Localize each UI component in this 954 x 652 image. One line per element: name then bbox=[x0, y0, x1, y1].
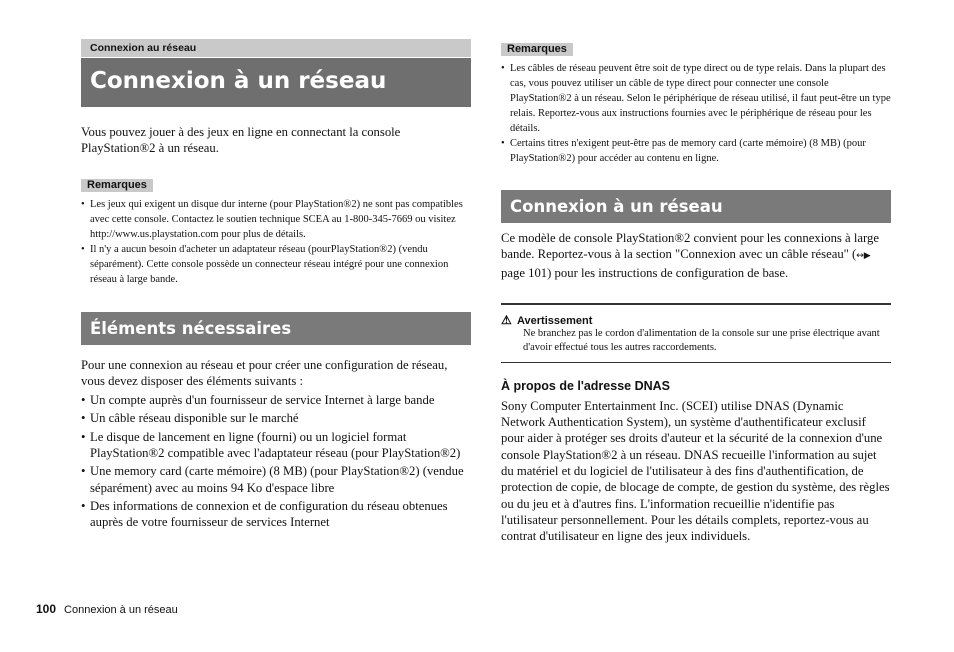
connection-text-start: Ce modèle de console PlayStation®2 convient pour les connexions à large bande. Reportez-vous à la section "Connexion avec un câble réseau" ( bbox=[501, 231, 879, 262]
page-reference-arrow-icon: ↔▶ bbox=[856, 251, 871, 262]
list-item: • Des informations de connexion et de configuration du réseau obtenues auprès de votre fournisseur de services Internet bbox=[81, 498, 471, 531]
note-item: • Il n'y a aucun besoin d'acheter un adaptateur réseau (pourPlayStation®2) (vendu séparément). Cette console possède un connecteur réseau intégré pour une connexion réseau à large bande. bbox=[81, 242, 471, 287]
list-item: • Un câble réseau disponible sur le marché bbox=[81, 410, 471, 426]
footer-label: Connexion à un réseau bbox=[64, 604, 178, 616]
note-item: • Certains titres n'exigent peut-être pas de memory card (carte mémoire) (8 MB) (pour PlayStation®2) pour accéder au contenu en ligne. bbox=[501, 136, 891, 166]
intro-text: Vous pouvez jouer à des jeux en ligne en connectant la console PlayStation®2 à un réseau. bbox=[81, 125, 401, 156]
list-item: • Un compte auprès d'un fournisseur de service Internet à large bande bbox=[81, 392, 471, 408]
connection-text-end: page 101) pour les instructions de configuration de base. bbox=[501, 265, 789, 280]
requirements-list bbox=[81, 392, 471, 530]
right-column bbox=[501, 39, 891, 545]
requirements-intro: Pour une connexion au réseau et pour créer une configuration de réseau, vous devez disposer des éléments suivants : bbox=[81, 357, 448, 388]
notes-badge: Remarques bbox=[501, 43, 573, 56]
left-column bbox=[81, 39, 471, 531]
page-footer bbox=[36, 602, 178, 616]
page-title: Connexion à un réseau bbox=[81, 58, 471, 107]
warning-icon: ⚠ bbox=[501, 312, 512, 327]
notes-list bbox=[81, 197, 471, 287]
connection-text bbox=[501, 230, 891, 281]
notes-badge: Remarques bbox=[81, 179, 153, 192]
notes-list bbox=[501, 61, 891, 166]
list-item: • Une memory card (carte mémoire) (8 MB) (pour PlayStation®2) (vendue séparément) avec au moins 94 Ko d'espace libre bbox=[81, 463, 471, 496]
warning-box bbox=[501, 303, 891, 363]
note-item: • Les jeux qui exigent un disque dur interne (pour PlayStation®2) ne sont pas compatibles avec cette console. Contactez le soutien technique SCEA au 1-800-345-7669 ou visitez http://www.us.playstation.com pour plus de détails. bbox=[81, 197, 471, 242]
page-number: 100 bbox=[36, 602, 57, 616]
breadcrumb: Connexion au réseau bbox=[81, 39, 471, 57]
dnas-heading: À propos de l'adresse DNAS bbox=[501, 378, 670, 393]
list-item: • Le disque de lancement en ligne (fourni) ou un logiciel format PlayStation®2 compatible avec l'adaptateur réseau (pour PlayStation®2) bbox=[81, 429, 471, 462]
section-title-connection: Connexion à un réseau bbox=[501, 190, 891, 223]
dnas-text: Sony Computer Entertainment Inc. (SCEI) utilise DNAS (Dynamic Network Authentication System), un système d'authentificateur exclusif pour aider à protéger ses droits d'auteur et la sécurité de la connexion d'une console PlayStation®2 à un réseau. DNAS recueille l'information au sujet du matériel et du logiciel de l'utilisateur à des fins d'authentification, de protection de copie, de blocage de compte, de gestion du système, des règles ou du jeu et à d'autres fins. L'information recueillie n'identifie pas l'utilisateur personnellement. Pour les détails complets, reportez-vous au contrat d'utilisateur en ligne des jeux individuels. bbox=[501, 398, 890, 544]
note-item: • Les câbles de réseau peuvent être soit de type direct ou de type relais. Dans la plupart des cas, vous pouvez utiliser un câble de type direct pour connecter une console PlayStation®2 à un réseau. Selon le périphérique de réseau utilisé, il faut peut-être un type relais. Reportez-vous aux instructions fournies avec le périphérique de réseau pour les détails. bbox=[501, 61, 891, 136]
warning-label: Avertissement bbox=[517, 314, 593, 327]
section-title-requirements: Éléments nécessaires bbox=[81, 312, 471, 345]
warning-text: Ne branchez pas le cordon d'alimentation de la console sur une prise électrique avant d'avoir effectué tous les autres raccordements. bbox=[523, 327, 880, 354]
